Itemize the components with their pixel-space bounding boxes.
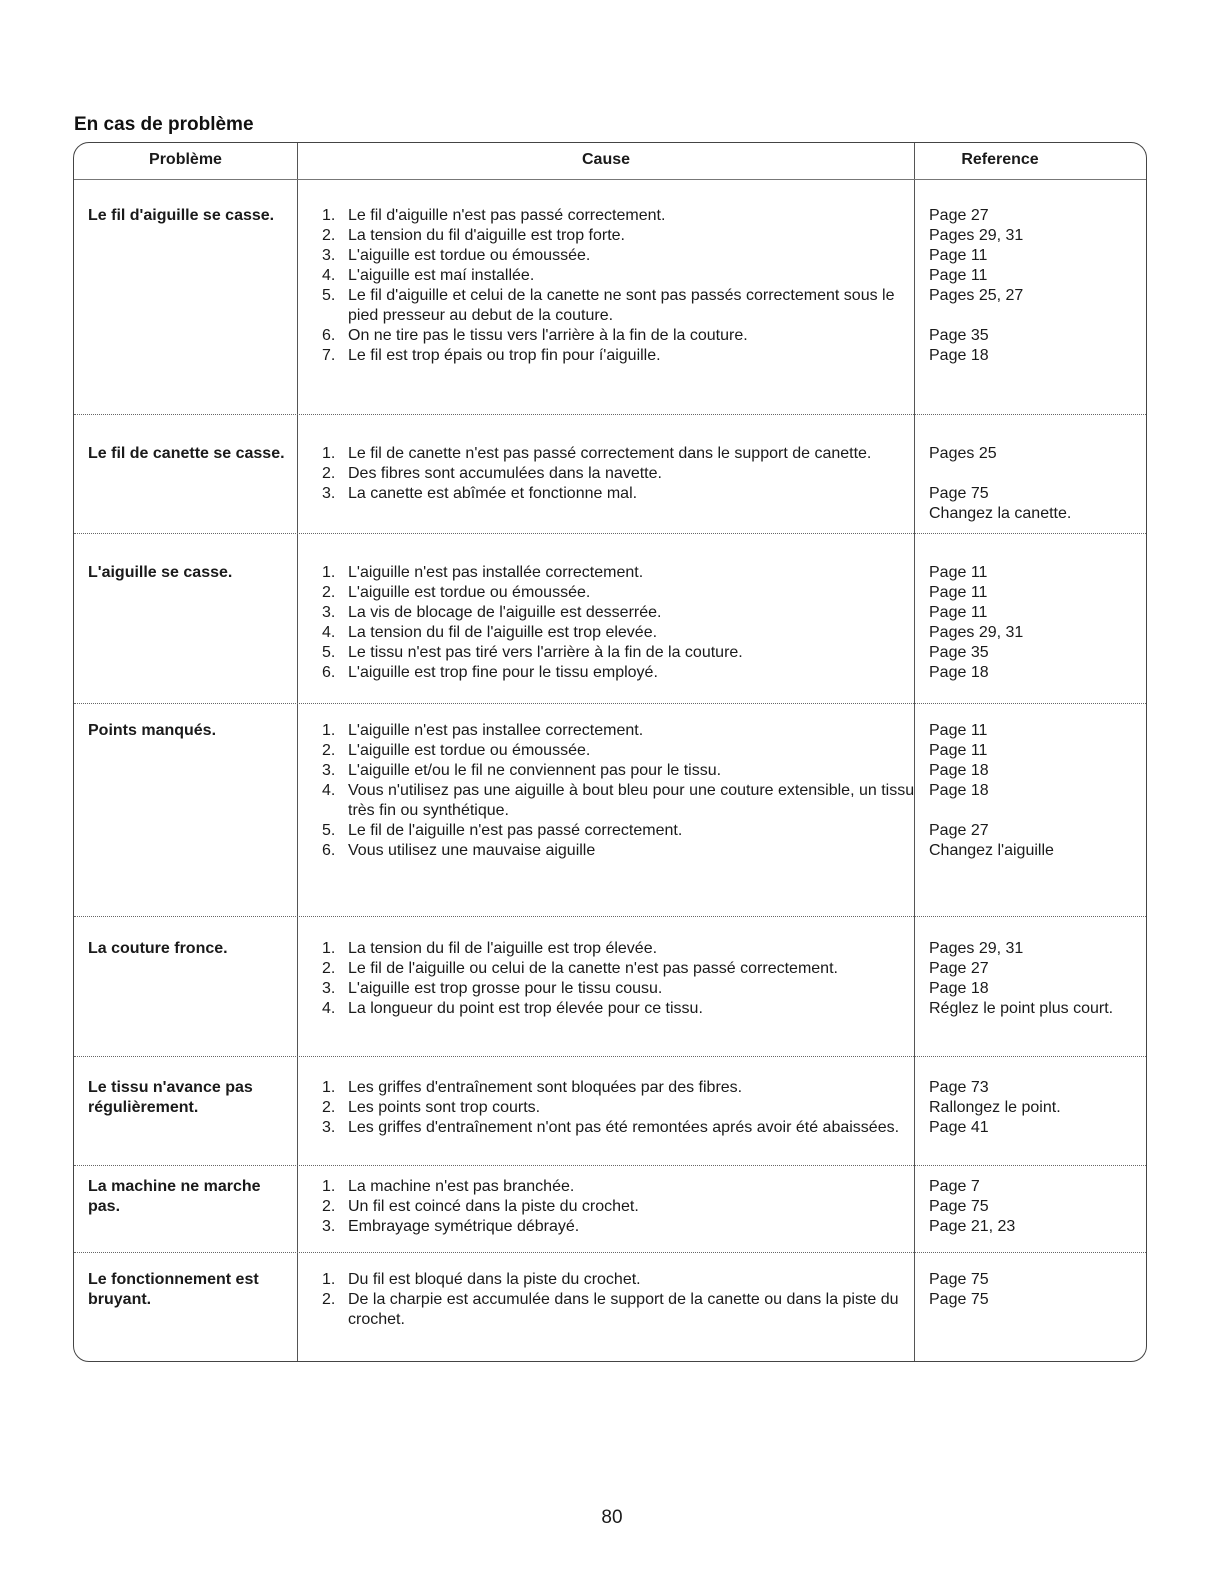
reference-item: Page 7 bbox=[929, 1178, 980, 1195]
reference-item: Page 27 bbox=[929, 822, 989, 839]
reference-list bbox=[929, 1177, 1144, 1237]
cause-item: 1. Le fil d'aiguille n'est pas passé correctement. bbox=[322, 207, 666, 224]
cause-list bbox=[322, 1177, 920, 1237]
row-divider bbox=[74, 1165, 1146, 1166]
header-problem: Problème bbox=[149, 151, 222, 168]
page-number: 80 bbox=[601, 1507, 623, 1528]
reference-item: Page 11 bbox=[929, 604, 988, 621]
cause-item: 2. Les points sont trop courts. bbox=[322, 1099, 541, 1116]
reference-item: Page 11 bbox=[929, 742, 988, 759]
reference-item: Page 27 bbox=[929, 207, 989, 224]
reference-item: Pages 29, 31 bbox=[929, 624, 1024, 641]
reference-item: Page 18 bbox=[929, 664, 989, 681]
reference-item: Page 18 bbox=[929, 782, 989, 799]
reference-item: Page 73 bbox=[929, 1079, 989, 1096]
problem-label: Le fonctionnement est bruyant. bbox=[88, 1271, 259, 1308]
reference-item: Pages 25, 27 bbox=[929, 287, 1024, 304]
cause-item: 5. Le fil d'aiguille et celui de la canette ne sont pas passés correctement sous le pied presseur au debut de la couture. bbox=[322, 287, 895, 324]
cause-item: 1. Du fil est bloqué dans la piste du crochet. bbox=[322, 1271, 641, 1288]
cause-item: 1. Le fil de canette n'est pas passé correctement dans le support de canette. bbox=[322, 445, 872, 462]
cause-list bbox=[322, 939, 920, 1019]
cause-list bbox=[322, 563, 920, 683]
reference-item: Page 75 bbox=[929, 1198, 989, 1215]
reference-item: Page 35 bbox=[929, 327, 989, 344]
reference-item: Page 27 bbox=[929, 960, 989, 977]
row-divider bbox=[74, 533, 1146, 534]
cause-item: 3. L'aiguille est trop grosse pour le tissu cousu. bbox=[322, 980, 663, 997]
reference-item: Page 11 bbox=[929, 584, 988, 601]
reference-item: Page 18 bbox=[929, 347, 989, 364]
reference-list bbox=[929, 721, 1144, 861]
problem-label: Points manqués. bbox=[88, 722, 217, 739]
row-divider bbox=[74, 916, 1146, 917]
cause-list bbox=[322, 721, 920, 861]
cause-item: 4. La longueur du point est trop élevée pour ce tissu. bbox=[322, 1000, 703, 1017]
reference-item: Page 75 bbox=[929, 1291, 989, 1308]
header-divider bbox=[74, 179, 1146, 180]
cause-item: 2. L'aiguille est tordue ou émoussée. bbox=[322, 742, 591, 759]
reference-item: Pages 25 bbox=[929, 445, 997, 462]
row-divider bbox=[74, 414, 1146, 415]
header-cause: Cause bbox=[581, 151, 631, 168]
reference-item: Changez la canette. bbox=[929, 505, 1072, 522]
problem-label: La couture fronce. bbox=[88, 940, 228, 957]
cause-item: 3. La vis de blocage de l'aiguille est desserrée. bbox=[322, 604, 662, 621]
reference-item: Réglez le point plus court. bbox=[929, 1000, 1114, 1017]
reference-item: Page 75 bbox=[929, 1271, 989, 1288]
reference-list bbox=[929, 563, 1144, 683]
reference-item: Page 18 bbox=[929, 980, 989, 997]
reference-item: Page 35 bbox=[929, 644, 989, 661]
problem-label: La machine ne marche pas. bbox=[88, 1178, 261, 1215]
problem-label: Le fil de canette se casse. bbox=[88, 445, 285, 462]
cause-item: 1. La machine n'est pas branchée. bbox=[322, 1178, 575, 1195]
cause-item: 1. Les griffes d'entraînement sont bloquées par des fibres. bbox=[322, 1079, 743, 1096]
reference-item: Page 41 bbox=[929, 1119, 989, 1136]
reference-list bbox=[929, 206, 1144, 366]
problem-label: L'aiguille se casse. bbox=[88, 564, 233, 581]
cause-item: 2. Des fibres sont accumulées dans la navette. bbox=[322, 465, 662, 482]
cause-item: 4. La tension du fil de l'aiguille est trop elevée. bbox=[322, 624, 658, 641]
problem-label: Le tissu n'avance pas régulièrement. bbox=[88, 1079, 253, 1116]
reference-item: Pages 29, 31 bbox=[929, 227, 1024, 244]
reference-item: Rallongez le point. bbox=[929, 1099, 1061, 1116]
cause-item: 6. L'aiguille est trop fine pour le tissu employé. bbox=[322, 664, 658, 681]
reference-item: Page 21, 23 bbox=[929, 1218, 1016, 1235]
cause-item: 3. L'aiguille est tordue ou émoussée. bbox=[322, 247, 591, 264]
cause-item: 3. L'aiguille et/ou le fil ne conviennent pas pour le tissu. bbox=[322, 762, 722, 779]
cause-item: 2. De la charpie est accumulée dans le support de la canette ou dans la piste du crochet. bbox=[322, 1291, 899, 1328]
cause-list bbox=[322, 444, 920, 504]
cause-item: 3. Embrayage symétrique débrayé. bbox=[322, 1218, 580, 1235]
reference-item: Page 75 bbox=[929, 485, 989, 502]
cause-item: 4. Vous n'utilisez pas une aiguille à bout bleu pour une couture extensible, un tissu très fin ou synthétique. bbox=[322, 782, 915, 819]
cause-item: 3. La canette est abîmée et fonctionne mal. bbox=[322, 485, 638, 502]
header-reference: Reference bbox=[961, 151, 1039, 168]
cause-item: 2. Un fil est coincé dans la piste du crochet. bbox=[322, 1198, 639, 1215]
cause-item: 4. L'aiguille est maí installée. bbox=[322, 267, 535, 284]
cause-item: 1. La tension du fil de l'aiguille est trop élevée. bbox=[322, 940, 658, 957]
reference-list bbox=[929, 444, 1144, 524]
cause-item: 1. L'aiguille n'est pas installée correctement. bbox=[322, 564, 644, 581]
reference-item: Page 11 bbox=[929, 247, 988, 264]
reference-list bbox=[929, 1078, 1144, 1138]
reference-item: Changez l'aiguille bbox=[929, 842, 1054, 859]
cause-item: 6. Vous utilisez une mauvaise aiguille bbox=[322, 842, 596, 859]
cause-item: 7. Le fil est trop épais ou trop fin pour í'aiguille. bbox=[322, 347, 661, 364]
reference-item: Pages 29, 31 bbox=[929, 940, 1024, 957]
cause-item: 1. L'aiguille n'est pas installee correctement. bbox=[322, 722, 644, 739]
cause-item: 6. On ne tire pas le tissu vers l'arrière à la fin de la couture. bbox=[322, 327, 748, 344]
reference-list bbox=[929, 1270, 1144, 1310]
row-divider bbox=[74, 703, 1146, 704]
cause-item: 3. Les griffes d'entraînement n'ont pas été remontées aprés avoir été abaissées. bbox=[322, 1119, 900, 1136]
cause-list bbox=[322, 1078, 920, 1138]
reference-item: Page 11 bbox=[929, 722, 988, 739]
row-divider bbox=[74, 1056, 1146, 1057]
row-divider bbox=[74, 1252, 1146, 1253]
cause-item: 5. Le fil de l'aiguille n'est pas passé correctement. bbox=[322, 822, 683, 839]
reference-item: Page 11 bbox=[929, 267, 988, 284]
reference-item: Page 11 bbox=[929, 564, 988, 581]
cause-item: 2. L'aiguille est tordue ou émoussée. bbox=[322, 584, 591, 601]
cause-list bbox=[322, 206, 920, 366]
cause-item: 2. Le fil de l'aiguille ou celui de la canette n'est pas passé correctement. bbox=[322, 960, 838, 977]
reference-list bbox=[929, 939, 1144, 1019]
problem-label: Le fil d'aiguille se casse. bbox=[88, 207, 275, 224]
cause-list bbox=[322, 1270, 920, 1330]
cause-item: 5. Le tissu n'est pas tiré vers l'arrière à la fin de la couture. bbox=[322, 644, 743, 661]
column-divider-problem-cause bbox=[297, 143, 298, 1361]
section-title: En cas de problème bbox=[74, 114, 254, 135]
reference-item: Page 18 bbox=[929, 762, 989, 779]
cause-item: 2. La tension du fil d'aiguille est trop forte. bbox=[322, 227, 625, 244]
